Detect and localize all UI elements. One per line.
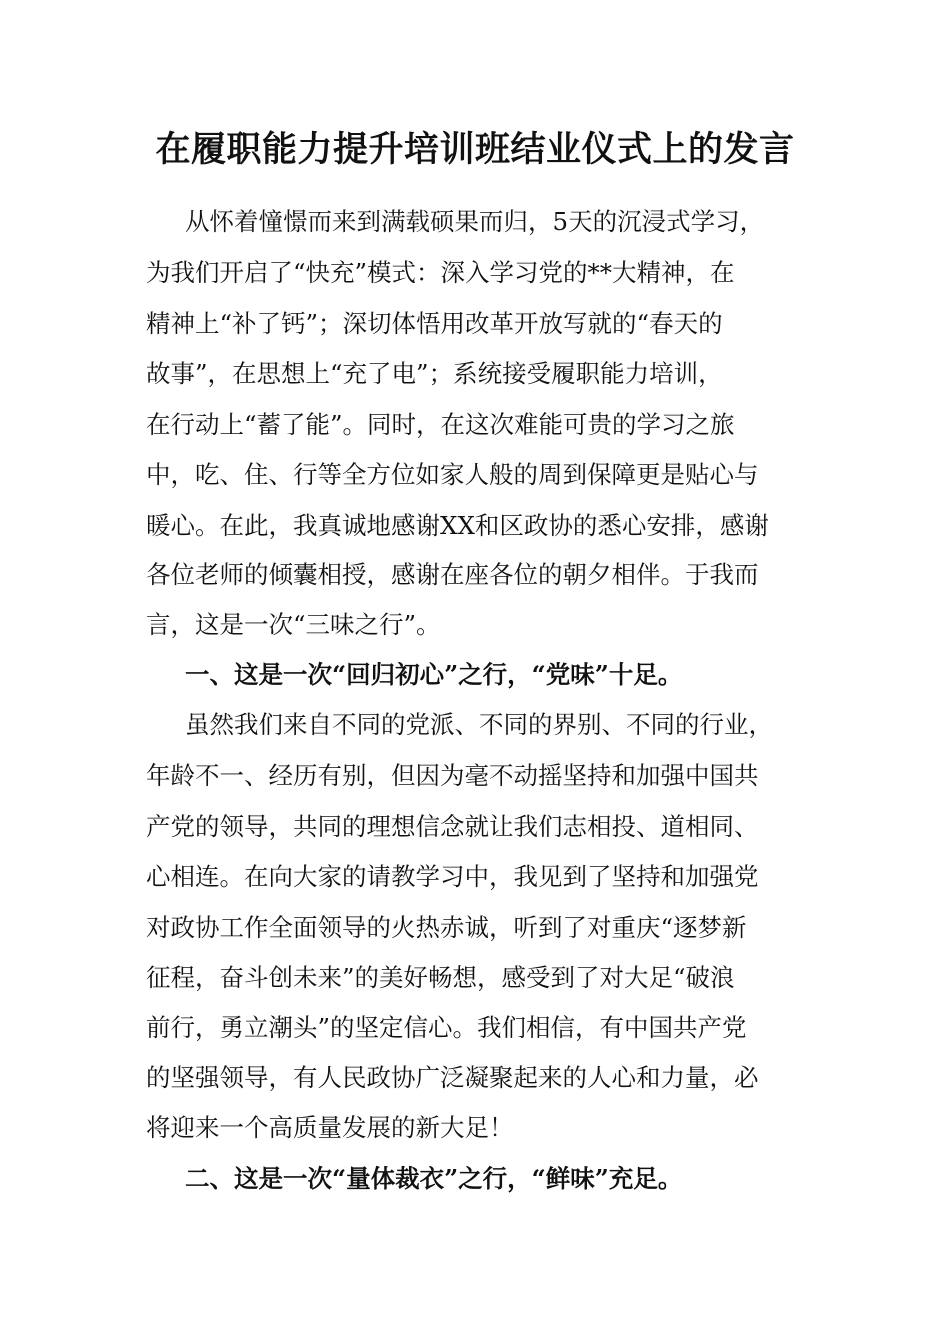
paragraph-1-line-1: 从怀着憧憬而来到满载硕果而归，5天的沉浸式学习， bbox=[185, 207, 765, 236]
paragraph-2-line-6: 征程，奋斗创未来”的美好畅想，感受到了对大足“破浪 bbox=[146, 963, 735, 992]
paragraph-2-line-3: 产党的领导，共同的理想信念就让我们志相投、道相同、 bbox=[146, 812, 759, 841]
paragraph-1-line-8: 各位老师的倾囊相授，感谢在座各位的朝夕相伴。于我而 bbox=[146, 560, 759, 589]
paragraph-1-line-2: 为我们开启了“快充”模式：深入学习党的**大精神，在 bbox=[146, 258, 735, 287]
section-heading-1: 一、这是一次“回归初心”之行，“党味”十足。 bbox=[185, 660, 683, 689]
paragraph-1-line-6: 中，吃、住、行等全方位如家人般的周到保障更是贴心与 bbox=[146, 460, 759, 489]
paragraph-2-line-5: 对政协工作全面领导的火热赤诚，听到了对重庆“逐梦新 bbox=[146, 913, 747, 942]
paragraph-1-line-9: 言，这是一次“三味之行”。 bbox=[146, 610, 441, 639]
document-title: 在履职能力提升培训班结业仪式上的发言 bbox=[155, 129, 795, 170]
paragraph-2-line-8: 的坚强领导，有人民政协广泛凝聚起来的人心和力量，必 bbox=[146, 1063, 759, 1092]
section-heading-2: 二、这是一次“量体裁衣”之行，“鲜味”充足。 bbox=[185, 1164, 683, 1193]
paragraph-1-line-4: 故事”，在思想上“充了电”；系统接受履职能力培训， bbox=[146, 359, 723, 388]
paragraph-2-line-7: 前行，勇立潮头”的坚定信心。我们相信，有中国共产党 bbox=[146, 1013, 747, 1042]
paragraph-1-line-5: 在行动上“蓄了能”。同时，在这次难能可贵的学习之旅 bbox=[146, 410, 735, 439]
paragraph-2-line-9: 将迎来一个高质量发展的新大足！ bbox=[146, 1113, 514, 1142]
paragraph-2-line-2: 年龄不一、经历有别，但因为毫不动摇坚持和加强中国共 bbox=[146, 761, 759, 790]
paragraph-2-line-1: 虽然我们来自不同的党派、不同的界别、不同的行业， bbox=[185, 710, 773, 739]
paragraph-2-line-4: 心相连。在向大家的请教学习中，我见到了坚持和加强党 bbox=[146, 862, 759, 891]
paragraph-1-line-7: 暖心。在此，我真诚地感谢XX和区政协的悉心安排，感谢 bbox=[146, 511, 769, 540]
paragraph-1-line-3: 精神上“补了钙”；深切体悟用改革开放写就的“春天的 bbox=[146, 309, 723, 338]
